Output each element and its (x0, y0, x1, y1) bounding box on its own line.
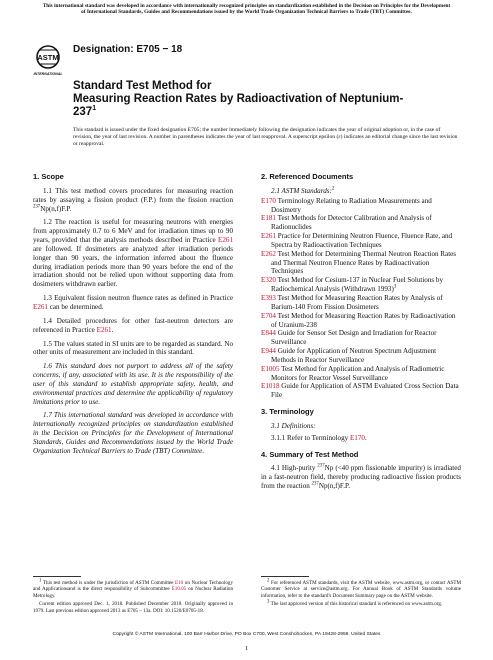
reference-item: E320 Test Method for Cesium-137 in Nuclear Fuel Solutions by Radiochemical Analysis (Withdrawn 1993)$^3$ (261, 276, 444, 294)
footnote-rule-right (261, 576, 309, 577)
paragraph-1-6: 1.6 This standard does not purport to address all of the safety concerns, if any, associated with its use. It is the responsibility of the user of this standard to establish appropriate safety, health, and environmental practices and determine the applicability of regulatory limitations prior to use. (33, 362, 233, 406)
link-e261[interactable]: E261 (33, 302, 48, 311)
title-line-1: Standard Test Method for (73, 80, 212, 92)
title-footnote-mark[interactable]: 1 (92, 105, 97, 113)
footnote-rule-left (33, 576, 81, 577)
section-heading-summary: 4. Summary of Test Method (261, 449, 359, 459)
title-line-2: Measuring Reaction Rates by Radioactivation of Neptunium- (73, 93, 404, 105)
footnote-1: $^1$ This test method is under the jurisdiction of ASTM Committee E10 on Nuclear Technology and Applicationsand is the direct responsibility of Subcommittee E10.05 on Nuclear Radiation Metrology. Current edition approved Dec. 1, 2018. Published December 2018. Originally approved in 1979. Last previous edition approved 2013 as E705 – 13a. DOI: 10.1520/E0705-18. (33, 578, 234, 614)
reference-link-e844[interactable]: E844 (261, 329, 276, 338)
reference-item: E262 Test Method for Determining Thermal Neutron Reaction Rates and Thermal Neutron Fluence Rates by Radioactivation Techniques (261, 249, 457, 276)
link-e10[interactable]: E10 (175, 580, 184, 586)
logo-subtext: INTERNATIONAL (33, 72, 63, 76)
copyright-line: Copyright © ASTM International, 100 Barr Harbor Drive, PO Box C700, West Conshohocken, PA 19428-2959. United States (112, 632, 381, 637)
reference-item: E944 Guide for Application of Neutron Spectrum Adjustment Methods in Reactor Surveillance (261, 347, 437, 364)
definitions-label: 3.1 Definitions: (271, 421, 316, 430)
paragraph-1-4: 1.4 Detailed procedures for other fast-neutron detectors are referenced in Practice E261. (33, 316, 233, 334)
reference-link-e704[interactable]: E704 (261, 311, 276, 320)
paragraph-1-3: 1.3 Equivalent fission neutron fluence rates as defined in Practice E261 can be determined. (33, 294, 233, 311)
designation: Designation: E705 − 18 (73, 44, 183, 55)
section-heading-terminology: 3. Terminology (261, 407, 314, 417)
referenced-documents-list (261, 197, 461, 400)
reference-item: E704 Test Method for Measuring Reaction Rates by Radioactivation of Uranium-238 (261, 311, 456, 329)
paragraph-4-1: 4.1 High-purity $^{237}$Np (<40 ppm fissionable impurity) is irradiated in a fast-neutron field, thereby producing radioactive fission products from the reaction $^{237}$Np(n,f)F.P. (261, 464, 461, 491)
reference-link-e1018[interactable]: E1018 (261, 382, 280, 391)
reference-link-e181[interactable]: E181 (261, 214, 276, 223)
footnote-2: $^2$ For referenced ASTM standards, visit the ASTM website, www.astm.org, or contact ASTM Customer Service at service@astm.org. For Annual Book of ASTM Standards volume information, refer to the standard's Document Summary page on the ASTM website. (261, 578, 461, 599)
reference-link-e1005[interactable]: E1005 (261, 364, 280, 373)
reference-item: E844 Guide for Sensor Set Design and Irradiation for Reactor Surveillance (261, 329, 437, 347)
paragraph-1-1: 1.1 This test method covers procedures for measuring reaction rates by assaying a fission product (F.P.) from the fission reaction $^{237}$Np(n,f)F.P. (33, 186, 233, 213)
page-number: 1 (244, 645, 249, 652)
reference-link-e170[interactable]: E170 (261, 196, 276, 205)
title-line-3: 237 (73, 106, 93, 118)
reference-item: E170 Terminology Relating to Radiation Measurements and Dosimetry (261, 196, 432, 214)
left-column (33, 173, 233, 461)
paragraph-1-7: 1.7 This international standard was developed in accordance with internationally recognized principles on standardization established in the Decision on Principles for the Development of International Standards, Guides and Recommendations issued by the World Trade Organization Technical Barriers to Trade (TBT) Committee. (33, 411, 233, 455)
top-notice: This international standard was developed in accordance with internationally recognized principles on standardization established in the Decision on Principles for the Development of International Standards, Guides and Recommendations issued by the World Trade Organization Technical Barriers to Trade (TBT) Committee. (42, 3, 451, 16)
link-e261[interactable]: E261 (218, 236, 233, 245)
reference-link-e261[interactable]: E261 (261, 232, 276, 241)
footnote-3: $^3$ The last approved version of this historical standard is referenced on www.astm.org. (267, 599, 443, 608)
paragraph-3-1-1: 3.1.1 Refer to Terminology E170. (271, 433, 367, 442)
reference-item: E1005 Test Method for Application and Analysis of Radiometric Monitors for Reactor Vessel Surveillance (261, 364, 445, 382)
section-heading-scope: 1. Scope (33, 172, 64, 181)
reference-link-e393[interactable]: E393 (261, 293, 276, 302)
link-e261[interactable]: E261 (96, 325, 112, 334)
reference-link-e262[interactable]: E262 (261, 249, 276, 258)
paragraph-1-2: 1.2 The reaction is useful for measuring neutrons with energies from approximately 0.7 to 6 MeV and for irradiation times up to 90 years, provided that the analysis methods described in Practice E261 are followed. If dosimeters are analyzed after irradiation periods longer than 90 years, the information inferred about the fluence during irradiation periods more than 90 years before the end of the irradiation should not be relied upon without supporting data from dosimeters withdrawn earlier. (33, 218, 233, 289)
footnotes-right (261, 580, 461, 610)
reference-item: E393 Test Method for Measuring Reaction Rates by Analysis of Barium-140 From Fission Dosimeters (261, 293, 443, 311)
reference-link-e944[interactable]: E944 (261, 347, 276, 356)
astm-standards-intro: 2.1 ASTM Standards:$^2$ (271, 186, 335, 195)
reference-item: E1018 Guide for Application of ASTM Evaluated Cross Section Data File (261, 382, 459, 400)
section-heading-referenced-documents: 2. Referenced Documents (261, 172, 354, 181)
link-e170[interactable]: E170 (349, 433, 365, 442)
reference-link-e320[interactable]: E320 (261, 276, 276, 285)
document-title (73, 80, 433, 119)
reference-item: E181 Test Methods for Detector Calibration and Analysis of Radionuclides (261, 214, 432, 232)
reference-item: E261 Practice for Determining Neutron Fluence, Fluence Rate, and Spectra by Radioactivation Techniques (261, 232, 453, 249)
logo-text: ASTM (37, 53, 59, 62)
paragraph-1-5: 1.5 The values stated in SI units are to be regarded as standard. No other units of measurement are included in this standard. (33, 339, 233, 357)
standard-note: This standard is issued under the fixed designation E705; the number immediately following the designation indicates the year of original adoption or, in the case of revision, the year of last revision. A number in parentheses indicates the year of last reapproval. A superscript epsilon (ε) indicates an editorial change since the last revision or reapproval. (73, 127, 458, 147)
astm-logo-icon (33, 44, 63, 78)
right-column (261, 173, 461, 496)
link-e10-05[interactable]: E10.05 (171, 586, 187, 593)
